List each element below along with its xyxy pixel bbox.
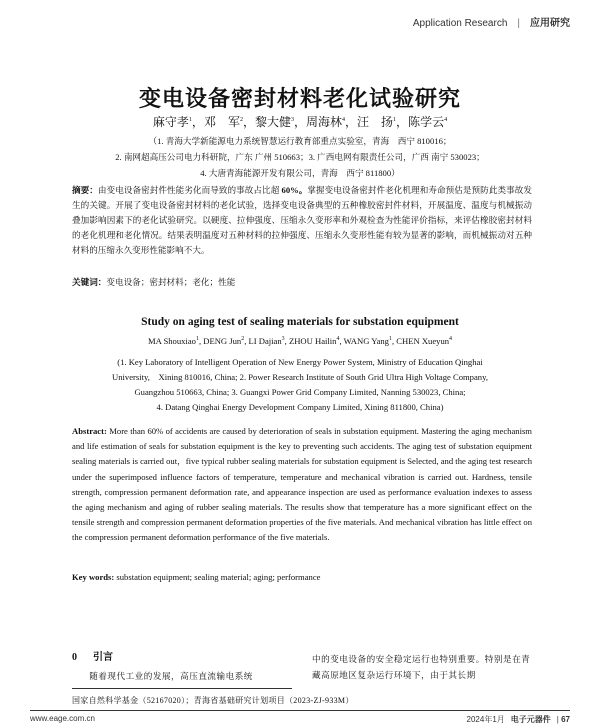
author-name: CHEN Xueyun [396, 336, 450, 346]
abstract-cn-text-post: 掌握变电设备密封件老化机理和寿命预估是预防此类事故发生的关键。开展了变电设备密封材料的老化试验，选择变电设备典型的五种橡胶密封件材料，开展温度、温度与机械振动叠加影响因素下的老化试验研究。以硬度、拉伸强度、压缩永久变形率和外观检查为性能评价指标，来评估橡胶密封材料的老化机理和老化情况。结果表明温度对五种材料的拉伸强度、压缩永久变形性能有较为显著的影响，而机械振动对五种材料的压缩永久变形性能影响不大。 [72, 185, 532, 255]
funding-note: 国家自然科学基金（52167020）；青海省基础研究计划项目（2023-ZJ-933M） [72, 696, 354, 705]
author-name: LI Dajian [248, 336, 282, 346]
header-section-cn: 应用研究 [530, 18, 570, 29]
author-name: 麻守孝 [152, 115, 189, 129]
keywords-en-text: substation equipment; sealing material; aging; performance [116, 572, 321, 582]
footnote-divider [72, 688, 292, 689]
abstract-cn [72, 183, 532, 258]
section-title: 引言 [93, 652, 113, 663]
footer-divider [30, 710, 570, 711]
abstract-cn-text-bold: 60%。 [281, 185, 308, 195]
keywords-en [72, 572, 320, 582]
author-name: ZHOU Hailin [288, 336, 337, 346]
keywords-en-label: Key words: [72, 572, 115, 582]
authors-cn: 麻守孝$^1$，邓 军$^2$，黎大健$^3$，周海林$^4$，汪 扬$^1$，陈学云$^4$ [152, 115, 448, 129]
author-affiliation-mark: 4 [342, 117, 346, 123]
author-name: 陈学云 [408, 115, 445, 129]
running-header [413, 14, 570, 29]
footer-separator: | [556, 715, 559, 724]
author-name: MA Shouxiao [147, 336, 196, 346]
abstract-cn-label: 摘要： [72, 185, 98, 195]
author-affiliation-mark: 4 [449, 336, 453, 343]
author-name: 黎大健 [254, 115, 291, 129]
affiliation-en-line: 4. Datang Qinghai Energy Development Company Limited, Xining 811800, China) [156, 402, 444, 412]
affiliation-en-line: University, Xining 810016, China; 2. Power Research Institute of South Grid Ultra High Voltage Company, [112, 372, 488, 382]
affiliation-en-line: Guangzhou 510663, China; 3. Guangxi Power Grid Company Limited, Nanning 530023, China; [134, 387, 466, 397]
authors-en: MA Shouxiao$^1$, DENG Jun$^2$, LI Dajian$^3$, ZHOU Hailin$^4$, WANG Yang$^1$, CHEN Xueyun$^4$ [147, 336, 453, 346]
abstract-cn-text-pre: 由变电设备密封件性能劣化而导致的事故占比超 [97, 185, 282, 195]
author-affiliation-mark: 2 [239, 117, 243, 123]
author-name: WANG Yang [343, 336, 389, 346]
affiliation-cn-line: 2. 南网超高压公司电力科研院，广东 广州 510663；3. 广西电网有限责任公司，广西 南宁 530023； [115, 152, 485, 162]
keywords-cn [72, 276, 235, 288]
affiliation-en-line: (1. Key Laboratory of Intelligent Operation of New Energy Power System, Ministry of Education Qinghai [117, 357, 483, 367]
author-name: DENG Jun [203, 336, 242, 346]
author-affiliation-mark: 4 [336, 336, 340, 343]
title-cn: 变电设备密封材料老化试验研究 [138, 87, 461, 112]
author-affiliation-mark: 3 [290, 117, 294, 123]
author-affiliation-mark: 1 [388, 336, 392, 343]
keywords-cn-text: 变电设备；密封材料；老化；性能 [106, 277, 236, 287]
abstract-en [72, 424, 532, 546]
author-name: 周海林 [306, 115, 343, 129]
author-name: 汪 扬 [357, 115, 394, 129]
section-heading [72, 648, 113, 663]
author-affiliation-mark: 1 [188, 117, 192, 123]
author-affiliation-mark: 3 [281, 336, 285, 343]
page-number: 67 [561, 715, 570, 724]
author-affiliation-mark: 1 [393, 117, 397, 123]
author-affiliation-mark: 1 [195, 336, 199, 343]
header-section-en: Application Research [412, 18, 508, 29]
abstract-en-label: Abstract: [72, 426, 107, 436]
author-name: 邓 军 [203, 115, 240, 129]
header-separator: | [517, 18, 520, 29]
keywords-cn-label: 关键词： [72, 277, 107, 287]
author-affiliation-mark: 2 [241, 336, 245, 343]
abstract-en-text: More than 60% of accidents are caused by deterioration of seals in substation equipment. Mastering the aging mechanism and life estimation of seals for substation equipment is the key to preventing such accidents. The aging test of substation equipment sealing materials is carried out，five typical rubber sealing materials for substation equipment is Selected, and the aging test research under the superimposed influence factors of temperature, temperature and mechanical vibration is carried out. Hardness, tensile strength, compression permanent deformation rate, and appearance inspection are used as performance evaluation indexes to assess the aging mechanism and aging of rubber sealing materials. The results show that temperature has a more significant effect on the tensile strength and compression permanent deformation properties of the five materials. And mechanical vibration has little effect on the compression permanent deformation performance of the five materials. [72, 426, 532, 543]
footer-date: 2024年1月 [466, 715, 505, 724]
body-text-left: 随着现代工业的发展，高压直流输电系统 [89, 671, 253, 681]
footer-url[interactable]: www.eage.com.cn [30, 714, 95, 723]
affiliation-cn-line: 4. 大唐青海能源开发有限公司，青海 西宁 811800） [200, 168, 400, 178]
author-affiliation-mark: 4 [444, 117, 448, 123]
body-text-right: 中的变电设备的安全稳定运行也特别重要。特别是在青藏高原地区复杂运行环境下，由于其长期 [312, 654, 531, 680]
section-number: 0 [72, 652, 77, 663]
footer-info [467, 714, 570, 725]
title-en: Study on aging test of sealing materials for substation equipment [141, 316, 459, 328]
journal-logo: 电子元器件 [510, 715, 551, 724]
affiliation-cn-line: （1. 青海大学新能源电力系统智慧运行教育部重点实验室，青海 西宁 810016； [148, 136, 452, 146]
